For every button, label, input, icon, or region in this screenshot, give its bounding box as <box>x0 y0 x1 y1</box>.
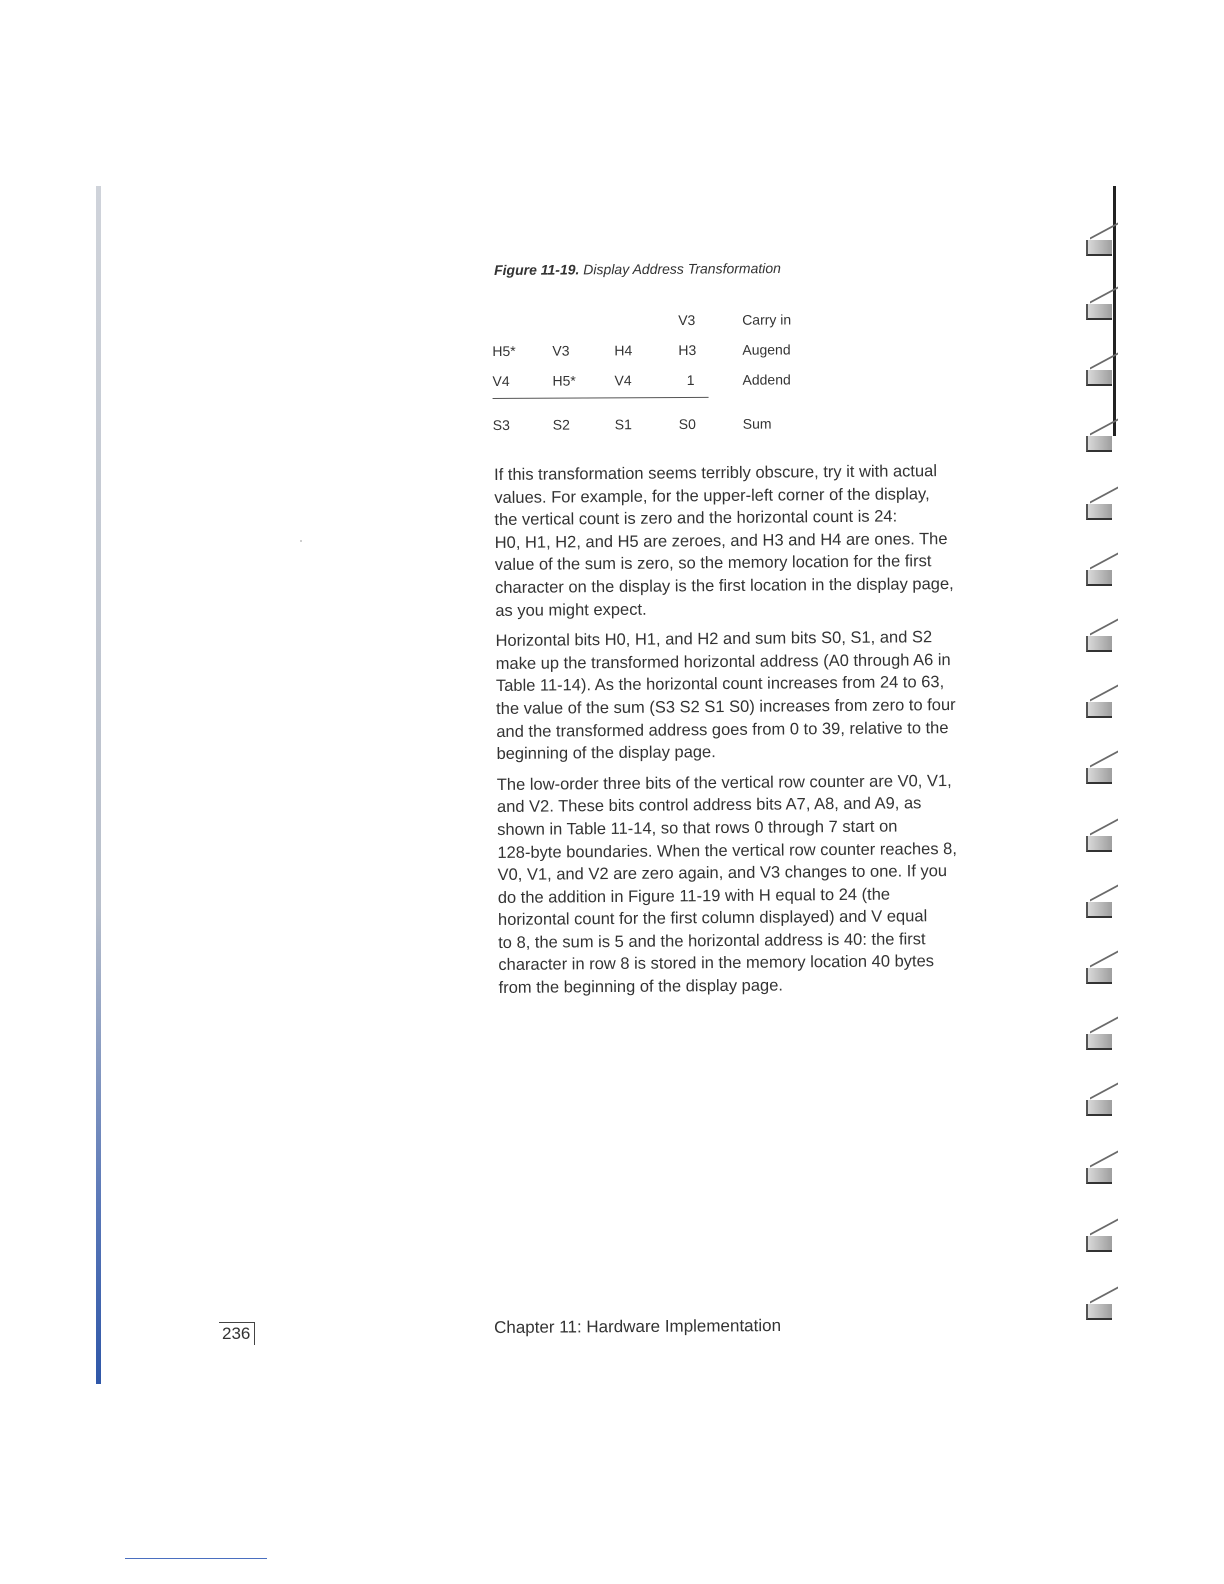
table-cell: V3 <box>552 342 570 359</box>
text-line: The low-order three bits of the vertical row counter are V0, V1, <box>496 771 952 794</box>
figure-caption <box>494 258 1054 278</box>
text-line: If this transformation seems terribly obscure, try it with actual <box>494 462 938 484</box>
paragraph <box>495 625 1056 765</box>
binding-ring <box>1080 360 1120 396</box>
page-number: 236 <box>219 1322 255 1345</box>
text-line: 128-byte boundaries. When the vertical row counter reaches 8, <box>497 839 957 862</box>
text-line: the value of the sum (S3 S2 S1 S0) increases from zero to four <box>496 695 956 718</box>
binding-ring <box>1080 626 1120 662</box>
binding-ring <box>1080 692 1120 728</box>
text-line: to 8, the sum is 5 and the horizontal address is 40: the first <box>498 930 926 952</box>
text-line: Horizontal bits H0, H1, and H2 and sum bits S0, S1, and S2 <box>495 628 933 651</box>
binding-ring <box>1080 1024 1120 1060</box>
running-footer: Chapter 11: Hardware Implementation <box>494 1315 782 1337</box>
table-cell: 1 <box>686 371 695 388</box>
spiral-binding <box>1072 186 1120 1346</box>
row-label-augend: Augend <box>742 341 791 358</box>
text-line: and V2. These bits control address bits A7, A8, and A9, as <box>496 794 922 817</box>
text-line: and the transformed address goes from 0 to 39, relative to the <box>496 718 949 741</box>
text-line: values. For example, for the upper-left corner of the display, <box>494 484 930 507</box>
text-line: H0, H1, H2, and H5 are zeroes, and H3 and H4 are ones. The <box>494 529 948 552</box>
table-cell: H3 <box>678 341 697 359</box>
table-cell: H5* <box>492 342 516 359</box>
row-label-addend: Addend <box>742 371 791 388</box>
figure-label: Figure 11-19. <box>494 261 580 278</box>
text-line: V0, V1, and V2 are zero again, and V3 changes to one. If you <box>497 862 948 885</box>
text-line: beginning of the display page. <box>496 743 716 764</box>
scan-speck <box>300 540 302 542</box>
table-cell: S3 <box>492 416 510 433</box>
page-spine <box>96 186 101 1384</box>
scan-edge-rule <box>125 1558 267 1559</box>
binding-ring <box>1080 1090 1120 1126</box>
binding-ring <box>1080 294 1120 330</box>
text-line: shown in Table 11-14, so that rows 0 through 7 start on <box>497 817 898 839</box>
text-line: the vertical count is zero and the horizontal count is 24: <box>494 507 898 530</box>
binding-ring <box>1080 958 1120 994</box>
table-cell: H4 <box>614 342 633 359</box>
table-cell: S2 <box>552 416 570 433</box>
text-line: Table 11-14). As the horizontal count increases from 24 to 63, <box>495 673 945 696</box>
table-cell: S1 <box>614 416 632 433</box>
text-line: from the beginning of the display page. <box>498 976 784 998</box>
text-line: make up the transformed horizontal address (A0 through A6 in <box>495 650 951 673</box>
binding-ring <box>1080 560 1120 596</box>
text-line: value of the sum is zero, so the memory location for the first <box>494 552 932 575</box>
paragraph <box>494 459 1055 622</box>
row-label-sum: Sum <box>742 415 772 432</box>
binding-ring <box>1080 426 1120 462</box>
table-cell: V3 <box>678 311 696 329</box>
paragraph <box>497 769 1059 1000</box>
binding-ring <box>1080 758 1120 794</box>
table-cell: V4 <box>492 372 510 389</box>
row-label-carry-in: Carry in <box>742 311 792 328</box>
binding-ring <box>1080 1158 1120 1194</box>
table-cell: H5* <box>552 372 576 389</box>
table-cell: V4 <box>614 372 632 389</box>
text-line: character in row 8 is stored in the memory location 40 bytes <box>498 952 935 975</box>
text-line: do the addition in Figure 11-19 with H equal to 24 (the <box>497 885 891 907</box>
binding-ring <box>1080 826 1120 862</box>
binding-ring <box>1080 1226 1120 1262</box>
binding-ring <box>1080 494 1120 530</box>
table-cell: S0 <box>678 415 696 433</box>
binding-ring <box>1080 892 1120 928</box>
sum-rule <box>493 397 709 399</box>
address-transformation-table <box>492 286 823 438</box>
text-line: horizontal count for the first column displayed) and V equal <box>497 907 928 930</box>
body-text <box>494 459 1059 1000</box>
text-line: as you might expect. <box>495 600 647 620</box>
page-content <box>492 259 1054 1008</box>
binding-ring <box>1080 1294 1120 1330</box>
binding-ring <box>1080 230 1120 266</box>
figure-title: Display Address Transformation <box>583 259 781 278</box>
text-line: character on the display is the first location in the display page, <box>495 574 954 597</box>
